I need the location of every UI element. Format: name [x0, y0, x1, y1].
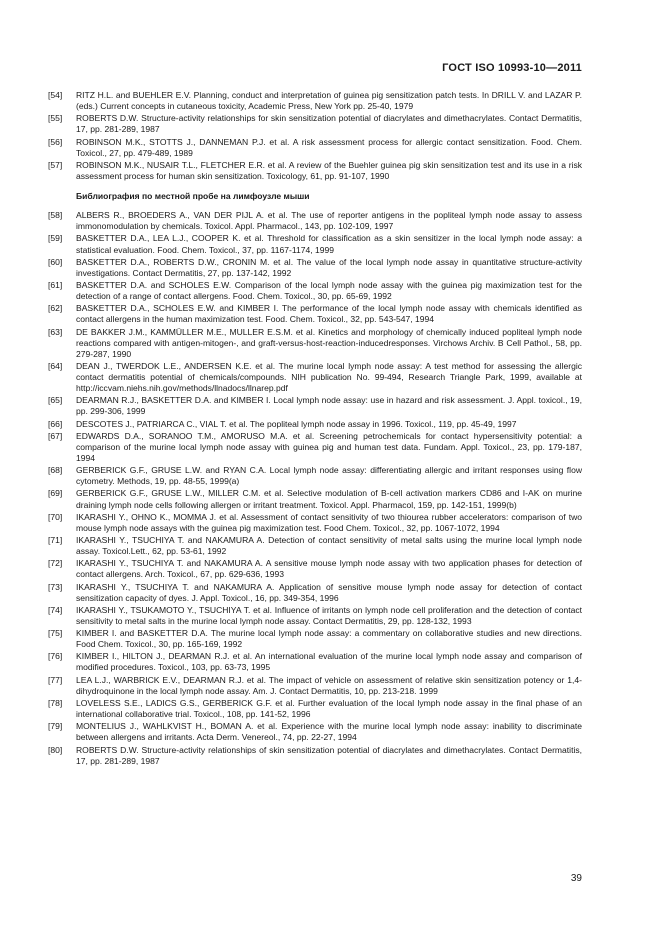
- reference-number: [75]: [48, 628, 63, 639]
- reference-entry: [48, 651, 582, 673]
- references: [48, 90, 582, 768]
- reference-number: [69]: [48, 488, 63, 499]
- reference-text: GERBERICK G.F., GRUSE L.W., MILLER C.M. et al. Selective modulation of B-cell activation markers CD86 and I-AK on murine draining lymph node cells following allergen or irritant treatment. Toxicol. Appl. Pharmacol, 159, pp. 142-151, 1999(b): [76, 488, 582, 510]
- reference-number: [66]: [48, 418, 63, 429]
- reference-entry: [48, 675, 582, 697]
- reference-number: [54]: [48, 90, 63, 100]
- reference-number: [62]: [48, 303, 63, 314]
- standard-header: ГОСТ ISO 10993-10—2011: [442, 62, 582, 74]
- reference-number: [56]: [48, 136, 63, 147]
- reference-text: DE BAKKER J.M., KAMMÜLLER M.E., MULLER E.S.M. et al. Kinetics and morphology of chemically induced popliteal lymph node reactions compared with antigen-mitogen-, and graft-versus-host-reaction-inducedresponses. Virchows Archiv. B Cell Pathol., 58, pp. 279-287, 1990: [76, 326, 582, 359]
- reference-entry: [48, 419, 582, 430]
- references-part-2: [48, 210, 582, 767]
- reference-text: RITZ H.L. and BUEHLER E.V. Planning, conduct and interpretation of guinea pig sensitization patch tests. In DRILL V. and LAZAR P. (eds.) Current concepts in cutaneous toxicity, Academic Press, New York pp. 25-40, 1979: [76, 90, 582, 112]
- reference-text: ROBERTS D.W. Structure-activity relationships of skin sensitization potential of diacrylates and dimethacrylates. Contact Dermatitis, 17, pp. 281-289, 1987: [76, 744, 582, 766]
- reference-number: [63]: [48, 326, 63, 337]
- reference-number: [71]: [48, 534, 63, 545]
- reference-entry: [48, 327, 582, 360]
- reference-number: [61]: [48, 279, 63, 290]
- reference-number: [64]: [48, 360, 63, 371]
- reference-number: [60]: [48, 256, 63, 267]
- reference-number: [57]: [48, 159, 63, 170]
- reference-number: [77]: [48, 674, 63, 685]
- section-title: Библиография по местной пробе на лимфоузле мыши: [76, 191, 310, 202]
- reference-text: ROBINSON M.K., STOTTS J., DANNEMAN P.J. et al. A risk assessment process for allergic contact sensitization. Food. Chem. Toxicol., 27, pp. 479-489, 1989: [76, 136, 582, 158]
- reference-number: [78]: [48, 697, 63, 708]
- reference-number: [65]: [48, 395, 63, 406]
- reference-entry: [48, 233, 582, 255]
- reference-entry: [48, 512, 582, 534]
- reference-entry: [48, 113, 582, 135]
- reference-text: ALBERS R., BROEDERS A., VAN DER PIJL A. et al. The use of reporter antigens in the popliteal lymph node assay to assess immonomodulation by chemicals. Toxicol. Appl. Pharmacol., 143, pp. 102-109, 1997: [76, 210, 582, 232]
- reference-text: EDWARDS D.A., SORANOO T.M., AMORUSO M.A. et al. Screening petrochemicals for contact hypersensitivity potential: a comparison of the murine local lymph node assay with guinea pig and human test data. Fundam. Appl. Toxicol., 23, pp. 179-187, 1994: [76, 430, 582, 463]
- reference-entry: [48, 160, 582, 182]
- reference-text: BASKETTER D.A. and SCHOLES E.W. Comparison of the local lymph node assay with the guinea pig maximization test for the detection of a range of contact allergens. Food. Chem. Toxicol., 30, pp. 65-69, 1992: [76, 279, 582, 302]
- reference-entry: [48, 280, 582, 302]
- reference-text: BASKETTER D.A., ROBERTS D.W., CRONIN M. et al. The value of the local lymph node assay in quantitative structure-activity investigations. Contact Dermatitis, 27, pp. 137-142, 1992: [76, 256, 582, 278]
- reference-number: [67]: [48, 430, 63, 441]
- reference-entry: [48, 137, 582, 159]
- reference-number: [68]: [48, 465, 63, 476]
- reference-entry: [48, 745, 582, 767]
- reference-entry: [48, 582, 582, 604]
- reference-number: [59]: [48, 233, 63, 244]
- reference-text: IKARASHI Y., TSUKAMOTO Y., TSUCHIYA T. et al. Influence of irritants on lymph node cell proliferation and the detection of contact sensitivity to metal salts in the murine local lymph node assay. Contact Dermatitis, 29, pp. 128-132, 1993: [76, 604, 582, 626]
- reference-entry: [48, 210, 582, 232]
- reference-text: DESCOTES J., PATRIARCA C., VIAL T. et al. The popliteal lymph node assay in 1996. Toxicol., 119, pp. 45-49, 1997: [76, 418, 517, 429]
- reference-entry: [48, 698, 582, 720]
- reference-entry: [48, 558, 582, 580]
- reference-number: [73]: [48, 581, 63, 592]
- reference-entry: [48, 605, 582, 627]
- reference-number: [58]: [48, 210, 63, 221]
- reference-entry: [48, 535, 582, 557]
- reference-entry: [48, 465, 582, 487]
- reference-text: DEARMAN R.J., BASKETTER D.A. and KIMBER I. Local lymph node assay: use in hazard and risk assessment. J. Appl. toxicol., 19, pp. 299-306, 1999: [76, 395, 582, 417]
- reference-entry: [48, 628, 582, 650]
- reference-entry: [48, 303, 582, 325]
- reference-text: KIMBER I., HILTON J., DEARMAN R.J. et al. An international evaluation of the murine local lymph node assay and comparison of modified procedures. Toxicol., 103, pp. 63-73, 1995: [76, 651, 582, 673]
- reference-entry: [48, 431, 582, 464]
- reference-text: GERBERICK G.F., GRUSE L.W. and RYAN C.A. Local lymph node assay: differentiating allergic and irritant responses using flow cytometry. Methods, 19, pp. 48-55, 1999(a): [76, 465, 582, 487]
- reference-text: BASKETTER D.A., SCHOLES E.W. and KIMBER I. The performance of the local lymph node assay with chemicals identified as contact allergens in the human maximization test. Food. Chem. Toxicol., 32, pp. 543-547, 1994: [76, 303, 582, 325]
- reference-entry: [48, 721, 582, 743]
- reference-number: [79]: [48, 721, 63, 732]
- reference-text: DEAN J., TWERDOK L.E., ANDERSEN K.E. et al. The murine local lymph node assay: A test method for assessing the allergic contact dermatitis potential of chemicals/compounds. NIH publication No. 99-494, Research Triangle Park, 1999, available at http://iccvam.niehs.nih.gov/methods/llnadocs/llnarep.pdf: [76, 360, 582, 394]
- reference-text: IKARASHI Y., OHNO K., MOMMA J. et al. Assessment of contact sensitivity of two thiourea rubber accelerators: comparison of two mouse lymph node assays with the guinea pig maximization test. Food Chem. Toxicol., 32, pp. 1067-1072, 1994: [76, 511, 582, 533]
- reference-number: [72]: [48, 558, 63, 569]
- reference-number: [70]: [48, 511, 63, 522]
- reference-entry: [48, 361, 582, 394]
- reference-text: LOVELESS S.E., LADICS G.S., GERBERICK G.F. et al. Further evaluation of the local lymph node assay in the final phase of an international collaborative trial. Toxicol., 108, pp. 141-52, 1996: [76, 697, 582, 720]
- reference-number: [76]: [48, 651, 63, 662]
- reference-text: KIMBER I. and BASKETTER D.A. The murine local lymph node assay: a commentary on collaborative studies and new directions. Food Chem. Toxicol., 30, pp. 165-169, 1992: [76, 628, 582, 650]
- reference-entry: [48, 90, 582, 112]
- reference-text: LEA L.J., WARBRICK E.V., DEARMAN R.J. et al. The impact of vehicle on assessment of relative skin sensitization potency or 1,4-dihydroquinone in the local lymph node assay. Am. J. Contact Dermatitis, 10, pp. 213-218. 1999: [76, 674, 582, 696]
- reference-text: ROBINSON M.K., NUSAIR T.L., FLETCHER E.R. et al. A review of the Buehler guinea pig skin sensitization test and its use in a risk assessment process for human skin sensitization. Toxicology, 61, pp. 91-107, 1990: [76, 159, 582, 181]
- reference-number: [74]: [48, 604, 63, 615]
- reference-text: ROBERTS D.W. Structure-activity relationships for skin sensitization potential of diacrylates and dimethacrylates. Contact Dermatitis, 17, pp. 281-289, 1987: [76, 113, 582, 135]
- reference-text: IKARASHI Y., TSUCHIYA T. and NAKAMURA A. Application of sensitive mouse lymph node assay for detection of contact sensitization capacity of dyes. J. Appl. Toxicol., 16, pp. 349-354, 1996: [76, 581, 582, 603]
- reference-text: MONTELIUS J., WAHLKVIST H., BOMAN A. et al. Experience with the murine local lymph node assay: inability to discriminate between allergens and irritants. Acta Derm. Venereol., 74, pp. 22-27, 1994: [76, 721, 582, 743]
- reference-text: IKARASHI Y., TSUCHIYA T. and NAKAMURA A. A sensitive mouse lymph node assay with two application phases for detection of contact allergens. Arch. Toxicol., 67, pp. 629-636, 1993: [76, 558, 582, 580]
- references-part-1: [48, 90, 582, 182]
- reference-entry: [48, 395, 582, 417]
- reference-entry: [48, 257, 582, 279]
- reference-text: BASKETTER D.A., LEA L.J., COOPER K. et al. Threshold for classification as a skin sensitizer in the local lymph node assay: a statistical evaluation. Food. Chem. Toxicol., 37, pp. 1167-1174, 1999: [76, 233, 582, 255]
- reference-number: [80]: [48, 744, 63, 755]
- reference-entry: [48, 488, 582, 510]
- reference-text: IKARASHI Y., TSUCHIYA T. and NAKAMURA A. Detection of contact sensitivity of metal salts using the murine local lymph node assay. Toxicol.Lett., 62, pp. 53-61, 1992: [76, 534, 582, 557]
- reference-number: [55]: [48, 113, 63, 124]
- page-number: 39: [570, 873, 582, 884]
